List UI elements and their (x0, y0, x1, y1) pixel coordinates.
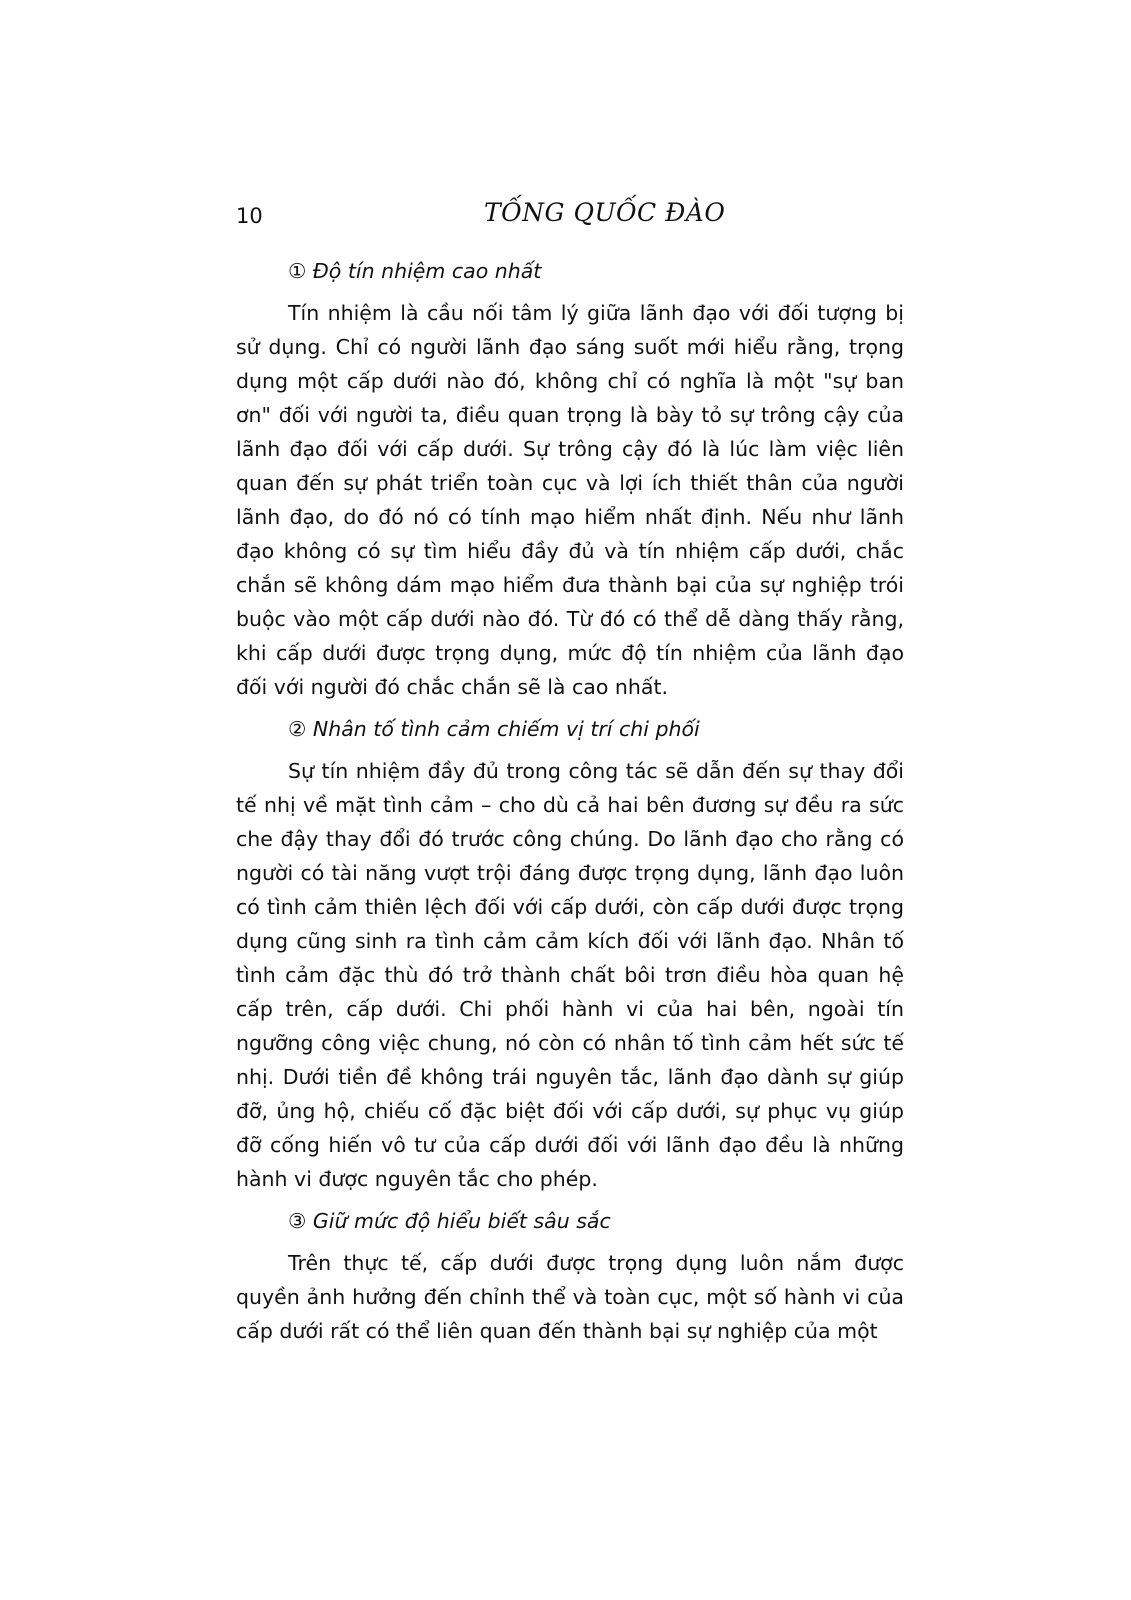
section-heading-3: ③ Giữ mức độ hiểu biết sâu sắc (288, 1209, 611, 1233)
section-paragraph-2: Sự tín nhiệm đầy đủ trong công tác sẽ dẫn đến sự thay đổi tế nhị về mặt tình cảm – cho dù cả hai bên đương sự đều ra sức che đậy thay đổi đó trước công chúng. Do lãnh đạo cho rằng có người có tài năng vượt trội đáng được trọng dụng, lãnh đạo luôn có tình cảm thiên lệch đối với cấp dưới, còn cấp dưới được trọng dụng cũng sinh ra tình cảm cảm kích đối với lãnh đạo. Nhân tố tình cảm đặc thù đó trở thành chất bôi trơn điều hòa quan hệ cấp trên, cấp dưới. Chi phối hành vi của hai bên, ngoài tín ngưỡng công việc chung, nó còn có nhân tố tình cảm hết sức tế nhị. Dưới tiền đề không trái nguyên tắc, lãnh đạo dành sự giúp đỡ, ủng hộ, chiếu cố đặc biệt đối với cấp dưới, sự phục vụ giúp đỡ cống hiến vô tư của cấp dưới đối với lãnh đạo đều là những hành vi được nguyên tắc cho phép. (236, 759, 904, 1191)
running-title: TỐNG QUỐC ĐÀO (484, 198, 726, 227)
page-number: 10 (236, 204, 263, 228)
section-heading-2: ② Nhân tố tình cảm chiếm vị trí chi phối (288, 717, 700, 741)
section-heading-1: ① Độ tín nhiệm cao nhất (288, 259, 542, 283)
page-header (0, 196, 1131, 236)
page-body (236, 254, 904, 1356)
section-paragraph-3: Trên thực tế, cấp dưới được trọng dụng luôn nắm được quyền ảnh hưởng đến chỉnh thể và toàn cục, một số hành vi của cấp dưới rất có thể liên quan đến thành bại sự nghiệp của một (236, 1251, 904, 1343)
section-paragraph-1: Tín nhiệm là cầu nối tâm lý giữa lãnh đạo với đối tượng bị sử dụng. Chỉ có người lãnh đạo sáng suốt mới hiểu rằng, trọng dụng một cấp dưới nào đó, không chỉ có nghĩa là một "sự ban ơn" đối với người ta, điều quan trọng là bày tỏ sự trông cậy của lãnh đạo đối với cấp dưới. Sự trông cậy đó là lúc làm việc liên quan đến sự phát triển toàn cục và lợi ích thiết thân của người lãnh đạo, do đó nó có tính mạo hiểm nhất định. Nếu như lãnh đạo không có sự tìm hiểu đầy đủ và tín nhiệm cấp dưới, chắc chắn sẽ không dám mạo hiểm đưa thành bại của sự nghiệp trói buộc vào một cấp dưới nào đó. Từ đó có thể dễ dàng thấy rằng, khi cấp dưới được trọng dụng, mức độ tín nhiệm của lãnh đạo đối với người đó chắc chắn sẽ là cao nhất. (236, 301, 904, 699)
